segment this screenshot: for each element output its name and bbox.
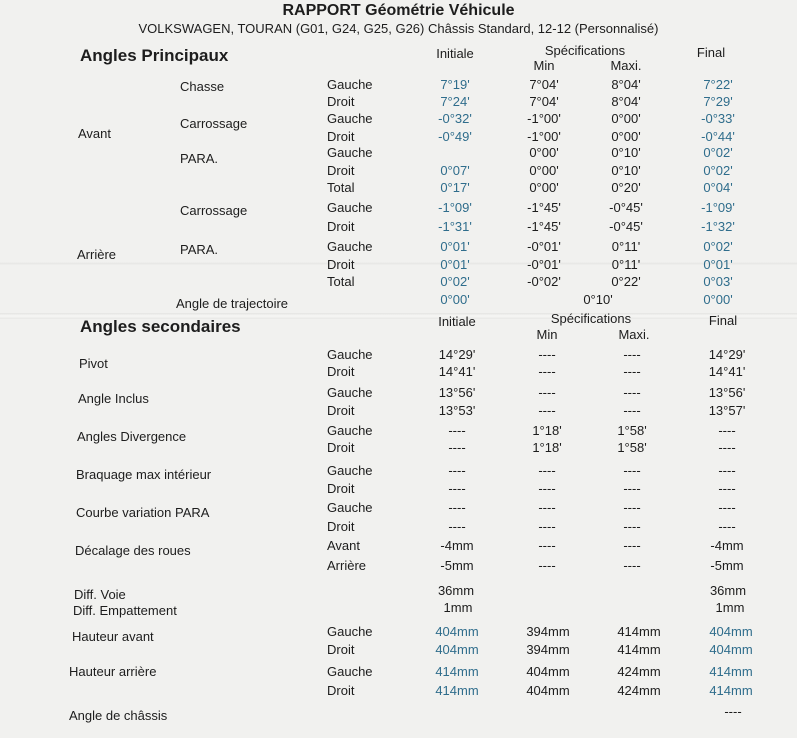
row-side: Droit — [327, 219, 355, 234]
row-min: -0°02' — [527, 274, 561, 289]
row-side: Gauche — [327, 664, 373, 679]
label-divergence: Angles Divergence — [77, 429, 187, 444]
label-pivot: Pivot — [79, 356, 108, 371]
row-final: ---- — [718, 500, 736, 515]
row-min: 0°00' — [529, 163, 559, 178]
row-final: 0°03' — [703, 274, 733, 289]
row-maxi: ---- — [623, 364, 641, 379]
row-initiale: -1°09' — [438, 200, 472, 215]
row-side: Total — [327, 180, 355, 195]
row-min: -1°45' — [527, 219, 561, 234]
row-min: ---- — [538, 403, 556, 418]
row-min: 394mm — [526, 624, 570, 639]
row-initiale: ---- — [448, 463, 466, 478]
row-maxi: ---- — [623, 481, 641, 496]
row-side: Gauche — [327, 624, 373, 639]
diff-voie-initiale: 36mm — [437, 583, 475, 598]
label-angle-chassis: Angle de châssis — [69, 708, 168, 723]
row-initiale: 0°01' — [440, 257, 470, 272]
row-maxi: 8°04' — [611, 94, 641, 109]
label-braquage: Braquage max intérieur — [76, 467, 212, 482]
row-side: Gauche — [327, 200, 373, 215]
row-maxi: 0°11' — [611, 239, 641, 254]
row-initiale: 414mm — [435, 683, 479, 698]
row-maxi: 424mm — [617, 664, 661, 679]
label-diff-empattement: Diff. Empattement — [73, 603, 177, 618]
col-maxi: Maxi. — [610, 58, 642, 73]
row-min: ---- — [538, 385, 556, 400]
row-final: ---- — [718, 423, 736, 438]
row-initiale: 0°17' — [440, 180, 470, 195]
row-initiale: -0°49' — [438, 129, 472, 144]
row-min: 1°18' — [532, 440, 562, 455]
row-side: Droit — [327, 440, 355, 455]
row-final: 7°29' — [703, 94, 733, 109]
row-initiale: 13°56' — [438, 385, 476, 400]
label-courbe: Courbe variation PARA — [76, 505, 210, 520]
row-initiale: 0°01' — [440, 239, 470, 254]
trajectoire-spec: 0°10' — [583, 292, 613, 307]
row-initiale: -5mm — [440, 558, 474, 573]
row-final: 14°41' — [708, 364, 746, 379]
row-maxi: 414mm — [617, 642, 661, 657]
row-side: Droit — [327, 94, 355, 109]
row-side: Droit — [327, 519, 355, 534]
row-side: Total — [327, 274, 355, 289]
row-final: 404mm — [709, 642, 753, 657]
col-specifications: Spécifications — [544, 43, 626, 58]
row-min: ---- — [538, 538, 556, 553]
trajectoire-initiale: 0°00' — [440, 292, 470, 307]
group-avant: Avant — [78, 126, 112, 141]
row-side: Arrière — [327, 558, 367, 573]
row-initiale: ---- — [448, 519, 466, 534]
row-final: ---- — [718, 463, 736, 478]
row-initiale: ---- — [448, 423, 466, 438]
row-min: ---- — [538, 519, 556, 534]
label-hauteur-avant: Hauteur avant — [72, 629, 154, 644]
row-maxi: ---- — [623, 538, 641, 553]
row-min: -1°45' — [527, 200, 561, 215]
row-final: -4mm — [710, 538, 744, 553]
section-title-principal: Angles Principaux — [80, 46, 229, 65]
diff-voie-final: 36mm — [709, 583, 747, 598]
row-initiale: -1°31' — [438, 219, 472, 234]
row-min: 7°04' — [529, 94, 559, 109]
row-min: 404mm — [526, 683, 570, 698]
row-min: ---- — [538, 500, 556, 515]
row-initiale: ---- — [448, 500, 466, 515]
row-final: ---- — [718, 481, 736, 496]
row-initiale: 7°24' — [440, 94, 470, 109]
row-final: -0°33' — [701, 111, 735, 126]
row-side: Gauche — [327, 145, 373, 160]
row-min: -1°00' — [527, 111, 561, 126]
row-final: 0°04' — [703, 180, 733, 195]
row-maxi: 0°10' — [611, 163, 641, 178]
row-initiale: 414mm — [435, 664, 479, 679]
report-title: RAPPORT Géométrie Véhicule — [282, 2, 515, 19]
row-final: ---- — [718, 440, 736, 455]
row-side: Droit — [327, 481, 355, 496]
report-subtitle: VOLKSWAGEN, TOURAN (G01, G24, G25, G26) Châssis Standard, 12-12 (Personnalisé) — [138, 21, 659, 36]
row-min: 394mm — [526, 642, 570, 657]
row-min: -0°01' — [527, 257, 561, 272]
row-final: 414mm — [709, 664, 753, 679]
row-min: ---- — [538, 364, 556, 379]
row-initiale: 404mm — [435, 642, 479, 657]
row-maxi: 0°10' — [611, 145, 641, 160]
label-angle-inclus: Angle Inclus — [78, 391, 149, 406]
row-final: 0°02' — [703, 163, 733, 178]
label-chasse: Chasse — [180, 79, 225, 94]
row-side: Gauche — [327, 423, 373, 438]
row-maxi: -0°45' — [609, 219, 643, 234]
row-final: -1°32' — [701, 219, 735, 234]
row-maxi: 0°00' — [611, 111, 641, 126]
row-min: 1°18' — [532, 423, 562, 438]
row-side: Gauche — [327, 385, 373, 400]
row-maxi: ---- — [623, 403, 641, 418]
label-decalage: Décalage des roues — [75, 543, 191, 558]
row-maxi: ---- — [623, 500, 641, 515]
paper-fold-light — [0, 262, 797, 265]
row-side: Gauche — [327, 239, 373, 254]
col-final: Final — [696, 45, 726, 60]
col-specifications-secondary: Spécifications — [550, 311, 632, 326]
row-final: 414mm — [709, 683, 753, 698]
label-hauteur-arriere: Hauteur arrière — [69, 664, 157, 679]
row-maxi: 0°20' — [611, 180, 641, 195]
row-side: Avant — [327, 538, 361, 553]
row-side: Droit — [327, 257, 355, 272]
row-initiale: 404mm — [435, 624, 479, 639]
row-maxi: ---- — [623, 558, 641, 573]
row-maxi: ---- — [623, 519, 641, 534]
row-min: ---- — [538, 347, 556, 362]
trajectoire-final: 0°00' — [703, 292, 733, 307]
label-carrossage-arriere: Carrossage — [180, 203, 248, 218]
row-maxi: 1°58' — [617, 423, 647, 438]
row-side: Gauche — [327, 500, 373, 515]
row-side: Droit — [327, 364, 355, 379]
row-maxi: ---- — [623, 463, 641, 478]
row-maxi: 0°11' — [611, 257, 641, 272]
row-initiale: 14°41' — [438, 364, 476, 379]
row-side: Droit — [327, 403, 355, 418]
row-final: 13°56' — [708, 385, 746, 400]
diff-empattement-initiale: 1mm — [443, 600, 473, 615]
row-side: Droit — [327, 683, 355, 698]
row-initiale: ---- — [448, 481, 466, 496]
row-final: -1°09' — [701, 200, 735, 215]
row-final: ---- — [718, 519, 736, 534]
row-final: 0°01' — [703, 257, 733, 272]
row-min: 7°04' — [529, 77, 559, 92]
row-initiale: ---- — [448, 440, 466, 455]
row-final: -0°44' — [701, 129, 735, 144]
row-final: 0°02' — [703, 239, 733, 254]
section-title-secondary: Angles secondaires — [80, 317, 241, 336]
label-diff-voie: Diff. Voie — [74, 587, 126, 602]
row-maxi: ---- — [623, 347, 641, 362]
row-maxi: 414mm — [617, 624, 661, 639]
row-initiale: 0°07' — [440, 163, 470, 178]
col-min-secondary: Min — [536, 327, 558, 342]
row-side: Gauche — [327, 111, 373, 126]
row-initiale: 7°19' — [440, 77, 470, 92]
row-final: 0°02' — [703, 145, 733, 160]
row-min: ---- — [538, 558, 556, 573]
row-maxi: 424mm — [617, 683, 661, 698]
label-para-arriere: PARA. — [180, 242, 219, 257]
row-maxi: 0°22' — [611, 274, 641, 289]
row-min: 0°00' — [529, 145, 559, 160]
row-final: 13°57' — [708, 403, 746, 418]
row-min: -1°00' — [527, 129, 561, 144]
row-min: ---- — [538, 463, 556, 478]
row-maxi: ---- — [623, 385, 641, 400]
col-maxi-secondary: Maxi. — [618, 327, 650, 342]
row-initiale: -0°32' — [438, 111, 472, 126]
row-initiale: 14°29' — [438, 347, 476, 362]
row-final: 7°22' — [703, 77, 733, 92]
row-maxi: 8°04' — [611, 77, 641, 92]
row-maxi: -0°45' — [609, 200, 643, 215]
row-side: Gauche — [327, 77, 373, 92]
group-arriere: Arrière — [77, 247, 117, 262]
row-min: -0°01' — [527, 239, 561, 254]
col-final-secondary: Final — [708, 313, 738, 328]
row-initiale: -4mm — [440, 538, 474, 553]
row-min: 404mm — [526, 664, 570, 679]
row-maxi: 1°58' — [617, 440, 647, 455]
col-initiale: Initiale — [436, 46, 474, 61]
row-side: Droit — [327, 642, 355, 657]
col-initiale-secondary: Initiale — [438, 314, 476, 329]
row-side: Droit — [327, 163, 355, 178]
row-final: -5mm — [710, 558, 744, 573]
row-side: Droit — [327, 129, 355, 144]
col-min: Min — [533, 58, 555, 73]
row-min: 0°00' — [529, 180, 559, 195]
row-maxi: 0°00' — [611, 129, 641, 144]
label-carrossage-avant: Carrossage — [180, 116, 248, 131]
row-side: Gauche — [327, 347, 373, 362]
row-initiale: 13°53' — [438, 403, 476, 418]
row-initiale: 0°02' — [440, 274, 470, 289]
row-final: 14°29' — [708, 347, 746, 362]
diff-empattement-final: 1mm — [715, 600, 745, 615]
row-final: 404mm — [709, 624, 753, 639]
angle-chassis-final: ---- — [724, 704, 742, 719]
row-side: Gauche — [327, 463, 373, 478]
label-para-avant: PARA. — [180, 151, 219, 166]
label-trajectoire: Angle de trajectoire — [176, 296, 289, 311]
row-min: ---- — [538, 481, 556, 496]
